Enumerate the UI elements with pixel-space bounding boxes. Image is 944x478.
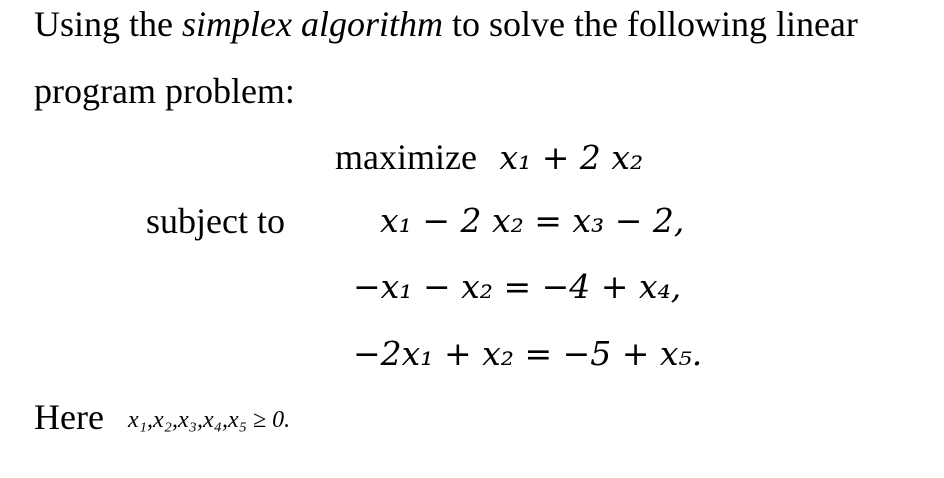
intro-pre: Using the: [34, 4, 182, 44]
constraint-1: x₁ − 2 x₂ = x₃ − 2,: [380, 201, 685, 240]
intro-post: to solve the following linear: [442, 4, 858, 44]
subject-to-label: subject to: [146, 201, 285, 241]
here-label: Here: [34, 397, 104, 437]
objective-keyword: maximize: [335, 137, 477, 177]
objective-function: [335, 135, 643, 180]
intro-line-1: [34, 2, 858, 46]
intro-emphasis: simplex algorithm: [182, 4, 443, 44]
objective-expression: x₁ + 2 x₂: [499, 138, 644, 177]
nonnegativity-condition: x₁,x₂,x₃,x₄,x₅ ≥ 0.: [128, 407, 291, 433]
constraint-3: −2x₁ + x₂ = −5 + x₅.: [353, 334, 703, 373]
intro-line-2: program problem:: [34, 71, 295, 111]
constraint-2: −x₁ − x₂ = −4 + x₄,: [353, 267, 682, 306]
